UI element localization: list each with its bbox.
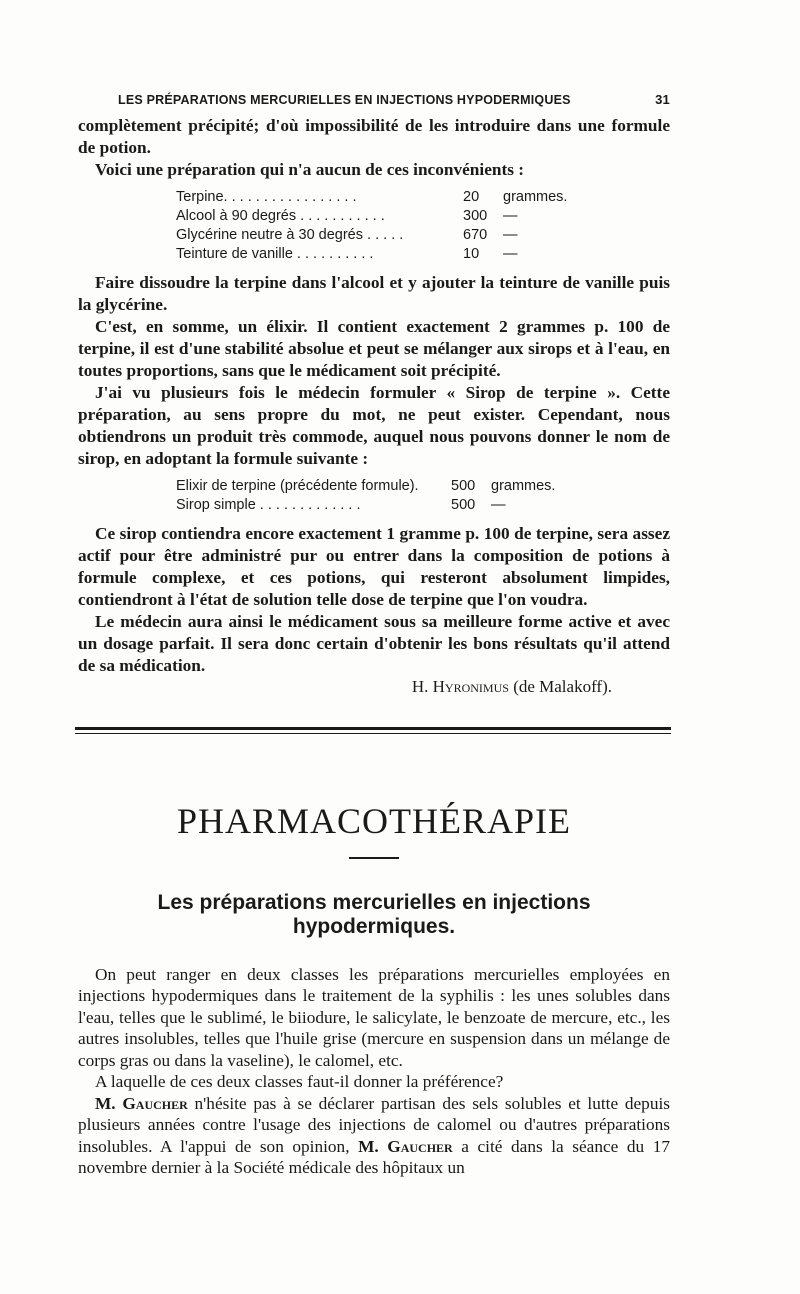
- author-signature: [78, 677, 612, 697]
- paragraph: Le médecin aura ainsi le médicament sous sa meilleure forme active et avec un dosage parfait. Il sera donc certain d'obtenir les bons résultats qu'il attend de sa médication.: [78, 612, 670, 675]
- article-title: Les préparations mercurielles en injections hypodermiques.: [157, 890, 591, 938]
- recipe-row: [176, 188, 670, 207]
- section-divider: [75, 727, 671, 734]
- unit: —: [503, 227, 518, 243]
- paragraph: Ce sirop contiendra encore exactement 1 gramme p. 100 de terpine, sera assez actif pour être administré pur ou entrer dans la composition de potions à formule complexe, et ces potions, qui resteront absolument limpides, contiendront à l'état de solution telle dose de terpine que l'on voudra.: [78, 524, 670, 609]
- recipe-row: [176, 477, 670, 496]
- paragraph: On peut ranger en deux classes les préparations mercurielles employées en injections hypodermiques dans le traitement de la syphilis : les unes solubles dans l'eau, telles que le sublimé, le biiodure, le salicylate, le benzoate de mercure, etc., les autres insolubles, telles que l'huile grise (mercure en suspension dans un mélange de corps gras ou dans la vaseline), le calomel, etc.: [78, 964, 670, 1070]
- recipe-terpine-elixir: [176, 188, 670, 264]
- ingredient: Elixir de terpine (précédente formule).: [176, 478, 419, 494]
- title-underline: [349, 857, 399, 859]
- closing-text-block: [78, 523, 670, 677]
- unit: grammes.: [503, 189, 568, 205]
- ingredient: Teinture de vanille . . . . . . . . . .: [176, 246, 374, 262]
- quantity: 670: [463, 227, 488, 243]
- quantity: 20: [463, 189, 480, 205]
- page-number: 31: [655, 92, 670, 107]
- top-text-block: [78, 115, 670, 181]
- quantity: 10: [463, 246, 480, 262]
- paragraph: A laquelle de ces deux classes faut-il donner la préférence?: [95, 1072, 504, 1091]
- ingredient: Alcool à 90 degrés . . . . . . . . . . .: [176, 208, 385, 224]
- paragraph: C'est, en somme, un élixir. Il contient exactement 2 grammes p. 100 de terpine, il est d'une stabilité absolue et peut se mélanger aux sirops et à l'eau, en toutes proportions, sans que le médicament soit précipité.: [78, 317, 670, 380]
- recipe-row: [176, 496, 670, 515]
- author-initial: H.: [411, 677, 429, 696]
- paragraph: complètement précipité; d'où impossibilité de les introduire dans une formule de potion.: [78, 116, 670, 157]
- person-name: M. Gaucher: [95, 1093, 188, 1113]
- author-name: Hyronimus: [432, 677, 509, 696]
- unit: —: [503, 246, 518, 262]
- recipe-row: [176, 226, 670, 245]
- middle-text-block: [78, 272, 670, 470]
- quantity: 300: [463, 208, 488, 224]
- quantity: 500: [451, 497, 476, 513]
- person-name: M. Gaucher: [358, 1136, 453, 1156]
- ingredient: Glycérine neutre à 30 degrés . . . . .: [176, 227, 404, 243]
- paragraph: Faire dissoudre la terpine dans l'alcool et y ajouter la teinture de vanille puis la glycérine.: [78, 273, 670, 314]
- recipe-row: [176, 207, 670, 226]
- recipe-terpine-syrup: [176, 477, 670, 515]
- page: [78, 92, 670, 1179]
- running-header: [118, 92, 670, 107]
- paragraph: Voici une préparation qui n'a aucun de ces inconvénients :: [95, 160, 525, 179]
- author-place: (de Malakoff).: [513, 677, 612, 696]
- ingredient: Terpine. . . . . . . . . . . . . . . . .: [176, 189, 357, 205]
- unit: —: [503, 208, 518, 224]
- unit: —: [491, 497, 506, 513]
- ingredient: Sirop simple . . . . . . . . . . . . .: [176, 497, 361, 513]
- paragraph: M. Gaucher n'hésite pas à se déclarer partisan des sels solubles et lutte depuis plusieurs années contre l'usage des injections de calomel ou d'autres préparations insolubles. A l'appui de son opinion, M. Gaucher a cité dans la séance du 17 novembre dernier à la Société médicale des hôpitaux un: [78, 1093, 670, 1177]
- section-title: PHARMACOTHÉRAPIE: [176, 801, 572, 841]
- recipe-row: [176, 245, 670, 264]
- article-body: [78, 964, 670, 1179]
- paragraph: J'ai vu plusieurs fois le médecin formuler « Sirop de terpine ». Cette préparation, au sens propre du mot, ne peut exister. Cependant, nous obtiendrons un produit très commode, auquel nous pouvons donner le nom de sirop, en adoptant la formule suivante :: [78, 383, 670, 468]
- unit: grammes.: [491, 478, 556, 494]
- quantity: 500: [451, 478, 476, 494]
- running-title: LES PRÉPARATIONS MERCURIELLES EN INJECTIONS HYPODERMIQUES: [118, 93, 571, 107]
